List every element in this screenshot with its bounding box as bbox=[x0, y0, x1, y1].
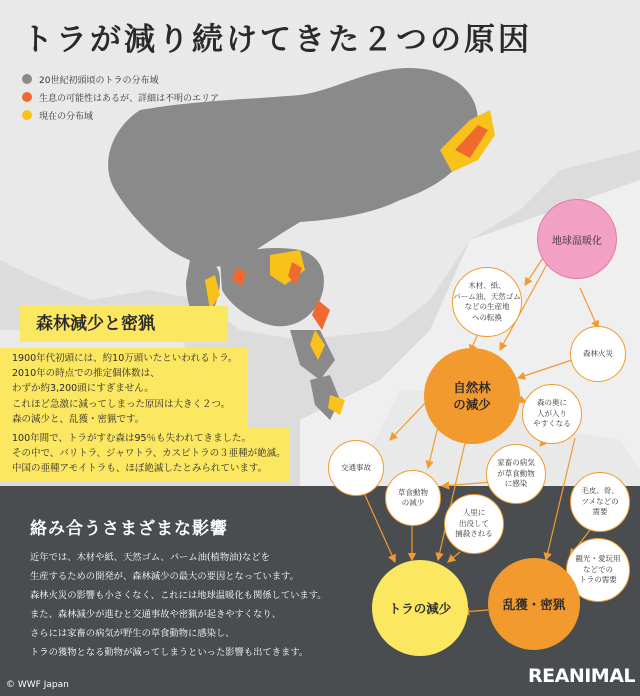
impact-section-heading: 絡み合うさまざまな影響 bbox=[30, 519, 228, 539]
node-label-line: 出没して bbox=[459, 518, 489, 528]
node-poaching bbox=[488, 558, 580, 650]
arrow-warming-to-fire bbox=[580, 288, 598, 328]
node-herbivore-decline bbox=[385, 470, 441, 526]
node-label-line: 人里に bbox=[462, 508, 486, 518]
node-label-line: の減少 bbox=[401, 498, 425, 507]
node-label-line: 自然林 bbox=[453, 380, 491, 395]
node-global-warming bbox=[537, 199, 617, 279]
node-label-line: トラの需要 bbox=[579, 575, 617, 585]
legend-label: 20世紀初頭頃のトラの分布域 bbox=[39, 75, 159, 86]
node-label-line: 木材、紙、 bbox=[468, 281, 506, 290]
node-label-line: 森の奥に bbox=[537, 398, 567, 408]
node-goods-demand bbox=[570, 472, 630, 532]
text-line: また、森林減少が進むと交通事故や密猟が起きやすくなり、 bbox=[30, 609, 282, 620]
arrow-human-to-tiger-decline bbox=[448, 552, 460, 562]
page-title: トラが減り続けてきた２つの原因 bbox=[22, 22, 532, 58]
text-line: 1900年代初頭には、約10万頭いたといわれるトラ。 bbox=[12, 353, 238, 364]
node-human-conflict bbox=[444, 494, 504, 554]
node-label-line: に感染 bbox=[504, 479, 528, 489]
node-label: 森林火災 bbox=[583, 348, 613, 358]
node-label-line: が草食動物 bbox=[497, 468, 535, 478]
node-timber-conversion bbox=[452, 267, 522, 337]
node-label-line: やすくなる bbox=[533, 419, 571, 429]
text-line: 生産するための開発が、森林減少の最大の要因となっています。 bbox=[30, 571, 299, 582]
text-line: 100年間で、トラがすむ森は95％も失われてきました。 bbox=[12, 433, 252, 444]
reanimal-logo: REANIMAL bbox=[528, 665, 636, 687]
node-label-line: 捕殺される bbox=[455, 529, 493, 539]
text-line: さらには家畜の病気が野生の草食動物に感染し、 bbox=[30, 628, 235, 639]
node-label-line: などの生産地 bbox=[464, 302, 510, 311]
text-line: 2010年の時点での推定個体数は、 bbox=[12, 368, 160, 380]
node-deep-forest-access bbox=[522, 384, 582, 444]
text-line: その中で、バリトラ、ジャワトラ、カスピトラの３亜種が絶滅。 bbox=[12, 448, 286, 460]
node-label-line: 家畜の病気 bbox=[497, 458, 535, 468]
node-label-line: への転換 bbox=[472, 312, 502, 322]
node-label-line: ツメなどの bbox=[581, 496, 619, 506]
node-traffic-accident bbox=[328, 440, 384, 496]
node-label: 乱獲・密猟 bbox=[502, 596, 566, 612]
arrow-forest-to-traffic bbox=[390, 400, 428, 440]
node-tiger-decline bbox=[372, 560, 468, 656]
node-label-line: 草食動物 bbox=[398, 487, 428, 497]
node-label-line: の減少 bbox=[453, 397, 491, 412]
node-label: 地球温暖化 bbox=[552, 235, 602, 247]
text-line: 森の減少と、乱獲・密猟です。 bbox=[12, 413, 145, 425]
node-label-line: 人が入り bbox=[537, 408, 567, 418]
node-forest-loss bbox=[424, 348, 520, 444]
forest-section-heading: 森林減少と密猟 bbox=[20, 306, 228, 342]
node-label: トラの減少 bbox=[388, 600, 452, 616]
text-line: わずか約3,200頭にすぎません。 bbox=[12, 383, 154, 395]
node-label-line: パーム油、天然ゴム bbox=[453, 291, 521, 301]
arrow-disease-to-herbivore bbox=[442, 482, 492, 486]
text-line: トラの獲物となる動物が減ってしまうといった影響も出てきます。 bbox=[30, 647, 309, 658]
node-label-line: 需要 bbox=[592, 507, 608, 517]
legend-label: 現在の分布域 bbox=[39, 111, 94, 122]
node-livestock-disease bbox=[486, 444, 546, 504]
text-line: 近年では、木材や紙、天然ゴム、パーム油(植物油)などを bbox=[30, 552, 270, 563]
legend-label: 生息の可能性はあるが、詳細は不明のエリア bbox=[39, 93, 220, 104]
text-line: 森林火災の影響も小さくなく、これには地球温暖化も関係しています。 bbox=[30, 590, 327, 601]
copyright-credit: © WWF Japan bbox=[6, 680, 69, 690]
text-line: これほど急激に減ってしまった原因は大きく２つ。 bbox=[12, 398, 231, 410]
node-label-line: などでの bbox=[583, 564, 613, 574]
node-label-line: 観光・愛玩用 bbox=[575, 554, 621, 564]
text-line: 中国の亜種アモイトラも、ほぼ絶滅したとみられています。 bbox=[12, 463, 268, 475]
node-label: 交通事故 bbox=[341, 462, 371, 472]
node-forest-fire bbox=[570, 326, 626, 382]
arrow-fire-to-forest-loss bbox=[518, 360, 572, 378]
node-label-line: 毛皮、骨、 bbox=[581, 486, 619, 496]
